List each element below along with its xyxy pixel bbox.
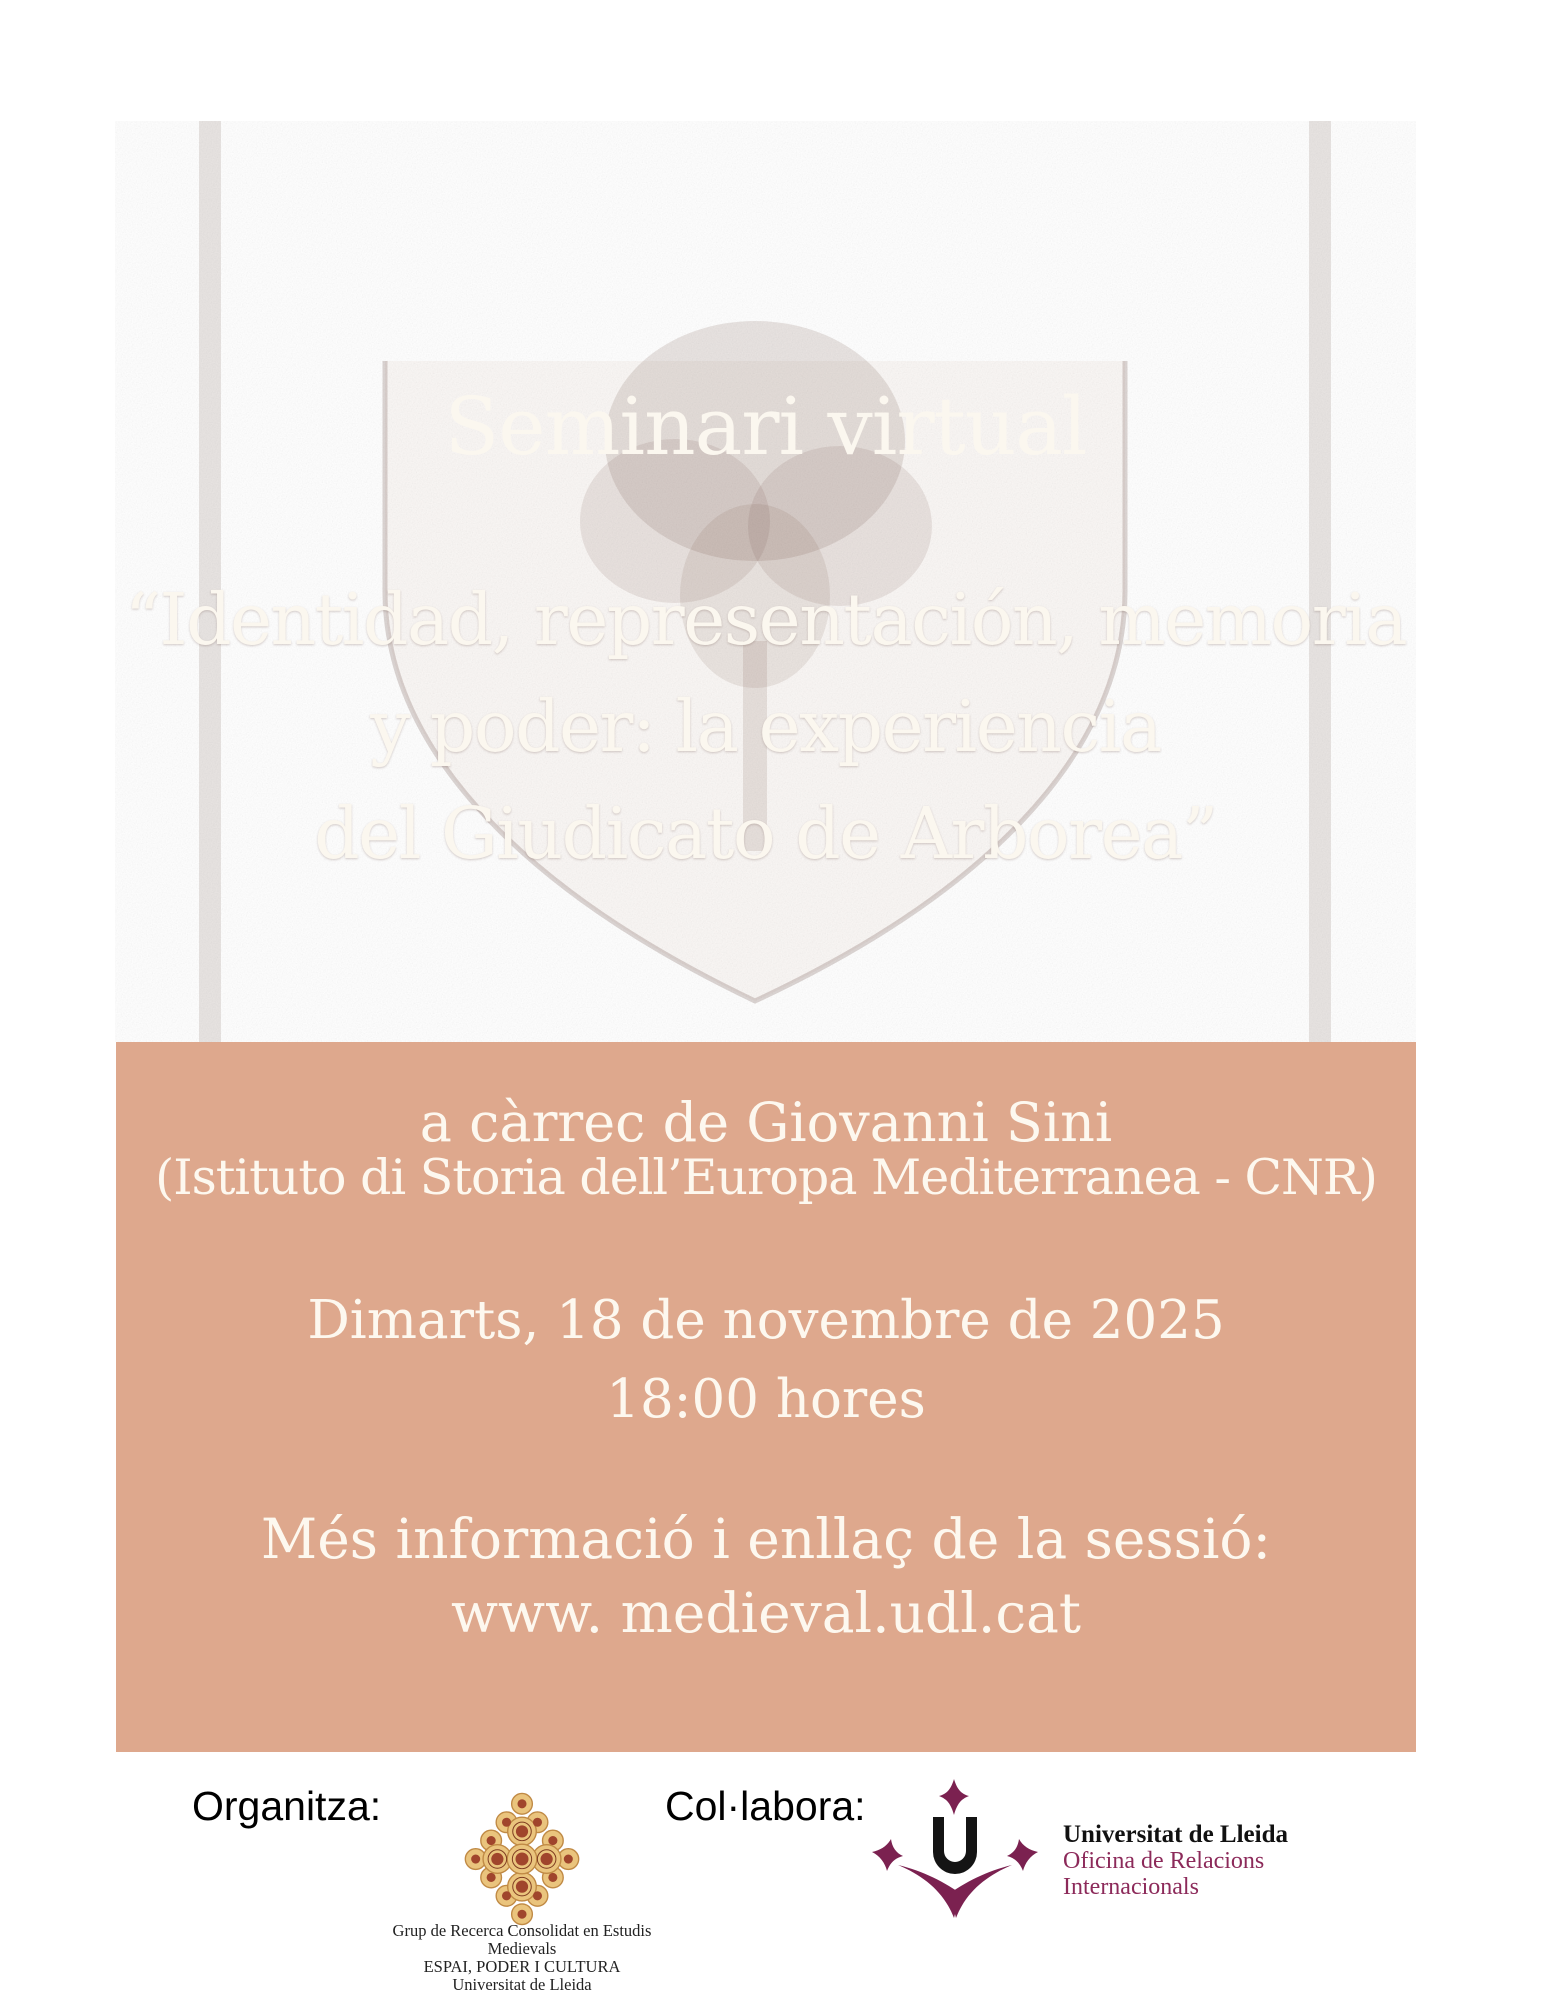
collaborator-label: Col·labora: [665,1783,866,1829]
collaborator-dept-line-2: Internacionals [1063,1874,1199,1900]
speaker-line: a càrrec de Giovanni Sini [419,1091,1113,1154]
collaborator-dept-line-1: Oficina de Relacions [1063,1848,1265,1874]
event-date: Dimarts, 18 de novembre de 2025 [307,1290,1225,1351]
info-band [116,1042,1416,1752]
organizer-caption [362,1922,682,1991]
poster-kicker: Seminari virtual [444,380,1087,473]
collaborator-text [1063,1822,1423,1899]
organizer-caption-line-4: Universitat de Lleida [452,1975,592,1991]
header-photo-stone-carving [115,121,1416,1042]
collaborator-name: Universitat de Lleida [1063,1821,1288,1848]
organizer-caption-line-3: ESPAI, PODER I CULTURA [423,1957,621,1976]
medieval-studies-rosette-logo-icon [457,1792,587,1930]
more-info-label: Més informació i enllaç de la sessió: [260,1507,1272,1571]
event-time: 18:00 hores [606,1369,926,1430]
title-line-1: “Identidad, representación, memoria [124,578,1407,661]
universitat-de-lleida-logo-icon [860,1775,1050,1930]
speaker-affiliation: (Istituto di Storia dell’Europa Mediterranea - CNR) [155,1149,1377,1206]
session-url-link[interactable]: www. medieval.udl.cat [450,1581,1082,1645]
organizer-label: Organitza: [192,1783,382,1829]
organizer-caption-line-1: Grup de Recerca Consolidat en Estudis [392,1921,652,1940]
title-line-2: y poder: la experiencia [370,685,1161,768]
title-line-3: del Giudicato de Arborea” [314,792,1217,875]
footer [0,1752,1545,1991]
organizer-caption-line-2: Medievals [487,1939,557,1958]
poster-title [115,566,1416,887]
